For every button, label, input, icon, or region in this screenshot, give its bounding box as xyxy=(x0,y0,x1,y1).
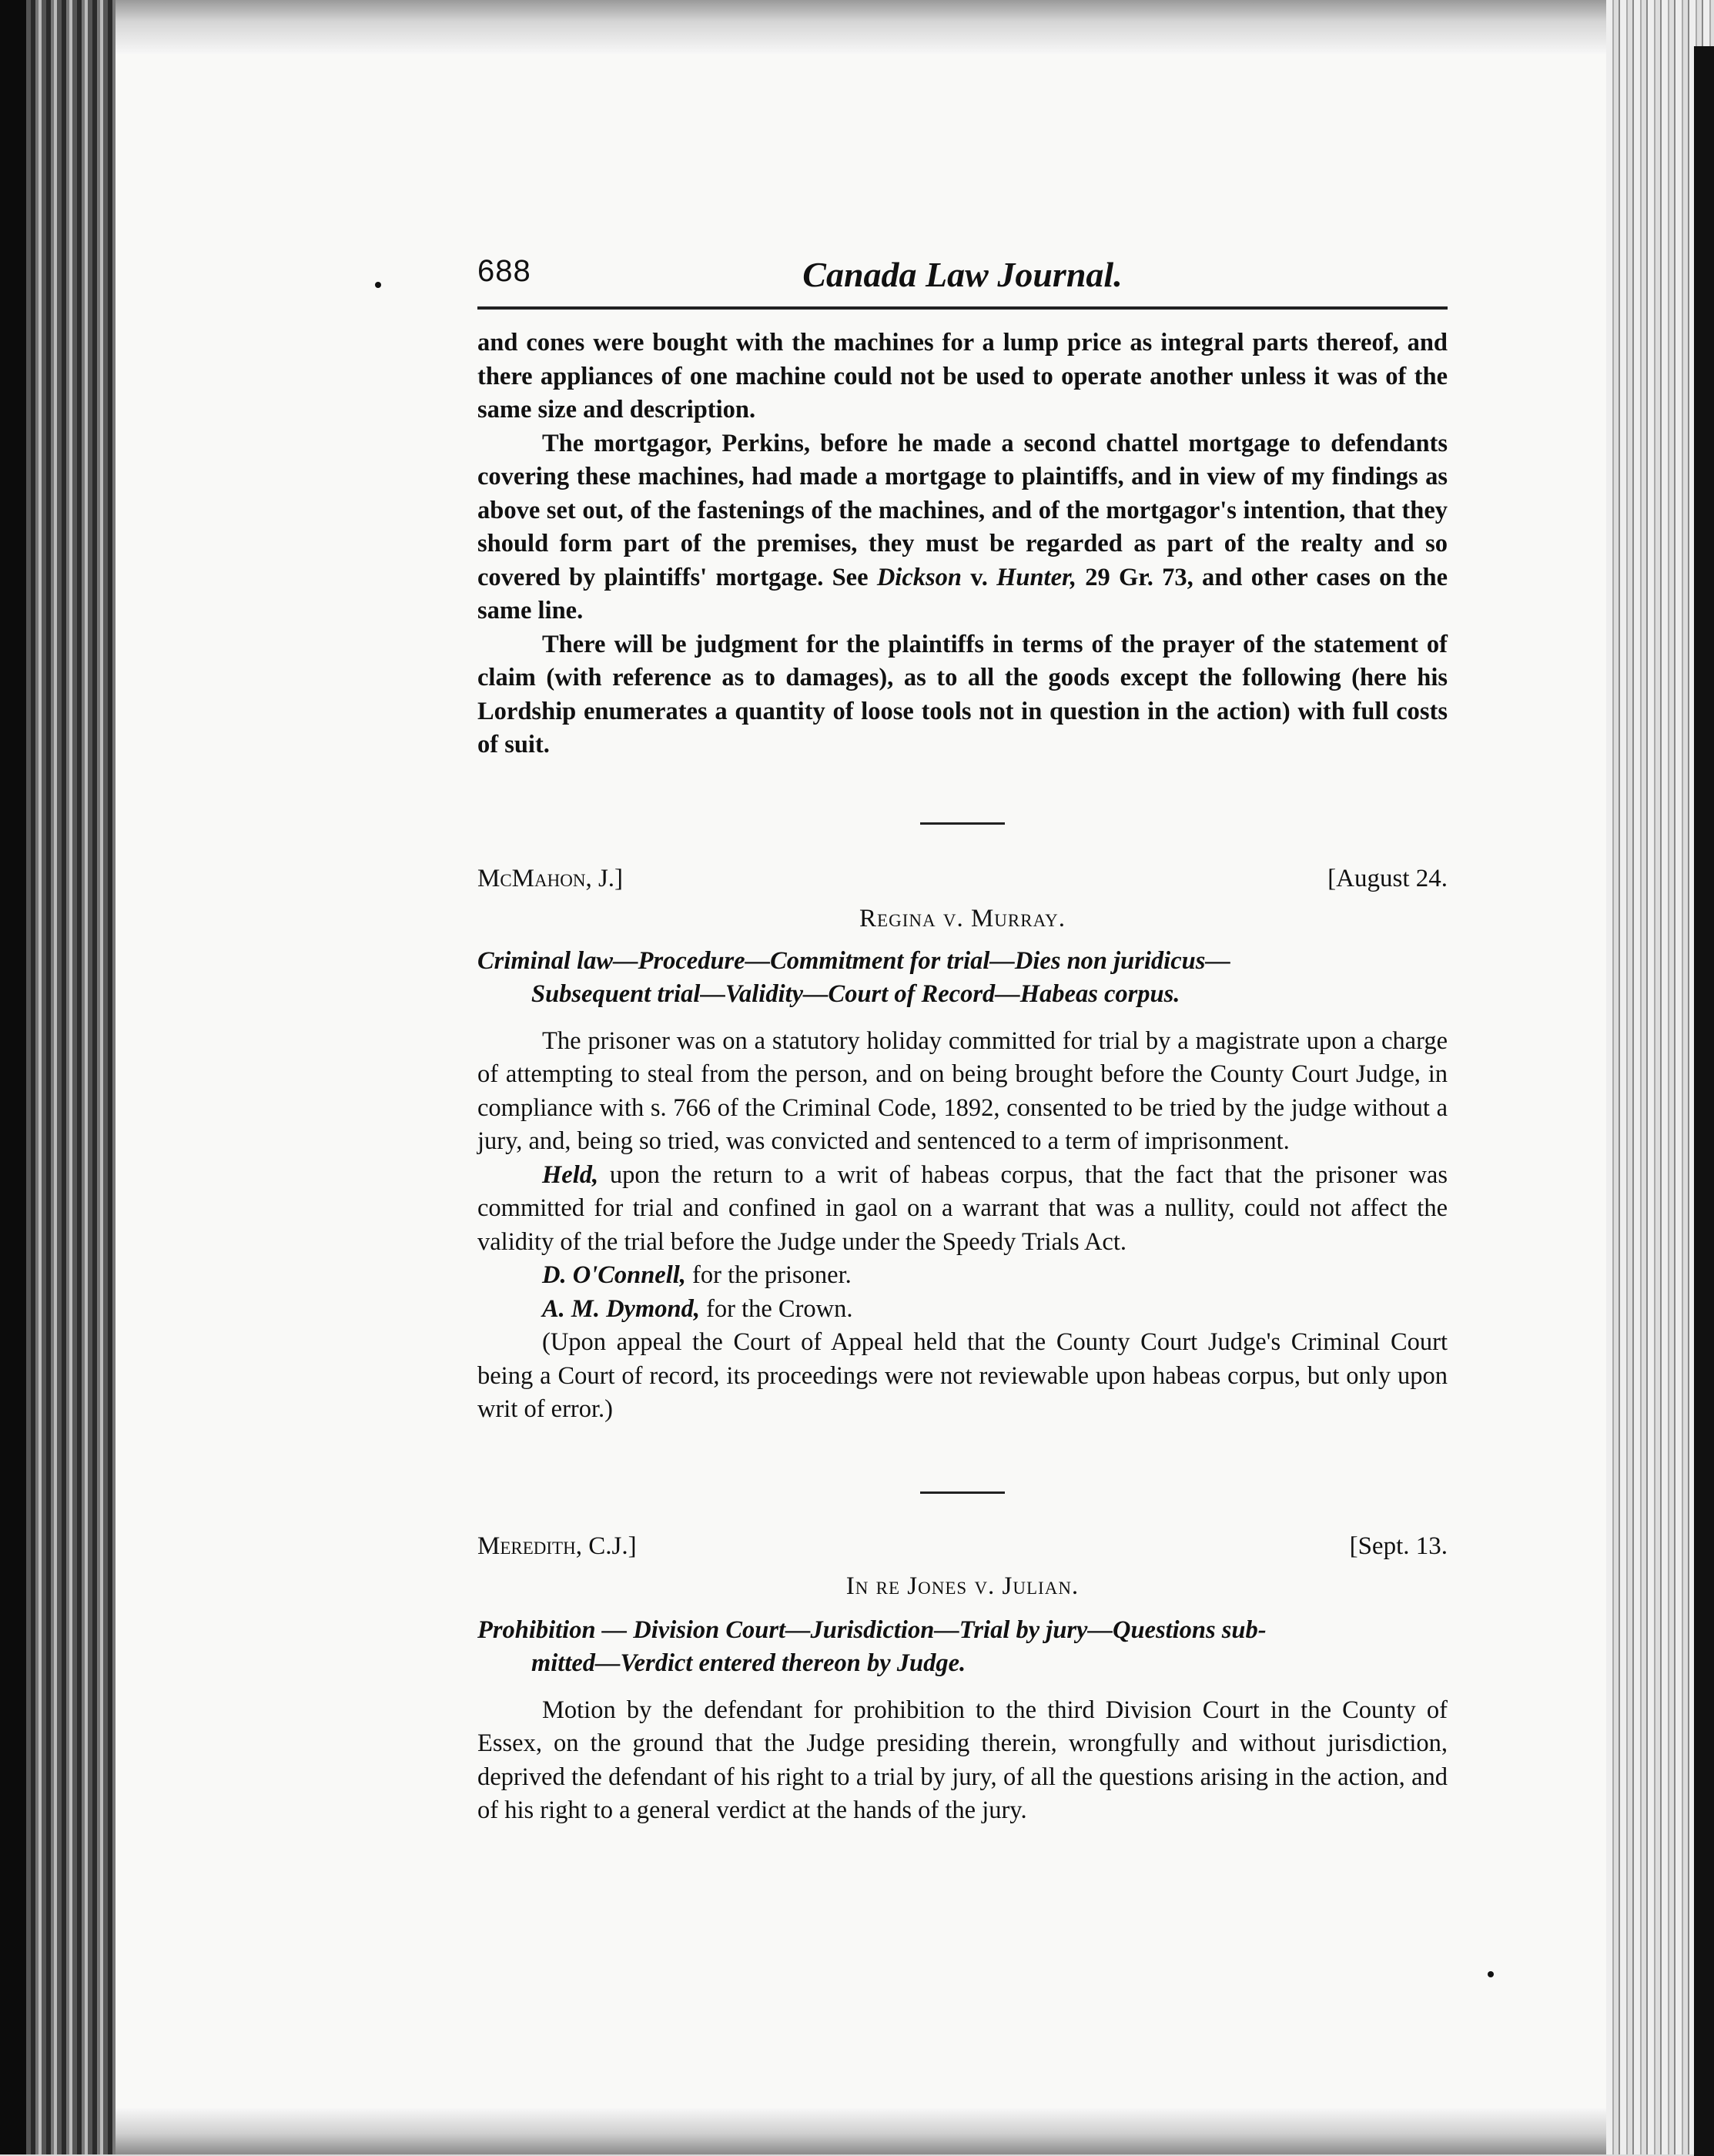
paragraph: and cones were bought with the machines for a lump price as integral parts thereof, and there appliances of one machine could not be used to operate another unless it was of the same size and description. xyxy=(477,329,1448,424)
counsel-role: for the Crown. xyxy=(699,1294,853,1323)
headnote-line: Criminal law—Procedure—Commitment for trial—Dies non juridicus— xyxy=(477,946,1230,975)
case-title: In re Jones v. Julian. xyxy=(845,1572,1080,1600)
case-jones-v-julian xyxy=(477,1532,1448,1828)
headnote-line: Prohibition — Division Court—Jurisdiction—Trial by jury—Questions sub- xyxy=(477,1615,1267,1644)
case-judge-line xyxy=(477,1532,1448,1569)
paragraph: Motion by the defendant for prohibition to the third Division Court in the County of Essex, on the ground that the Judge presiding therein, wrongfully and without jurisdiction, deprived the defendant of his right to a trial by jury, of all the questions arising in the action, and of his right to a general verdict at the hands of the jury. xyxy=(477,1696,1448,1824)
text-run: v. xyxy=(961,563,997,591)
scan-edge-left xyxy=(0,0,26,2154)
scan-edge-right xyxy=(1694,46,1714,2156)
case-citation: Hunter, xyxy=(996,563,1076,591)
page-number: 688 xyxy=(477,254,531,288)
previous-case-continuation xyxy=(477,326,1448,762)
paragraph xyxy=(477,1159,1448,1260)
counsel-line xyxy=(477,1293,1448,1327)
case-headnote xyxy=(477,1614,1448,1680)
counsel-line xyxy=(477,1259,1448,1293)
speck-mark xyxy=(1488,1971,1494,1977)
counsel-name: A. M. Dymond, xyxy=(542,1294,700,1323)
paragraph xyxy=(477,427,1448,628)
counsel-name: D. O'Connell, xyxy=(542,1261,686,1289)
counsel-role: for the prisoner. xyxy=(685,1261,852,1289)
case-body xyxy=(477,1025,1448,1427)
case-body xyxy=(477,1694,1448,1828)
scan-border-bottom xyxy=(115,2108,1606,2154)
case-regina-v-murray xyxy=(477,865,1448,1427)
text-run: The mortgagor, Perkins, before he made a second chattel mortgage to defendants covering these machines, had made a mortgage to plaintiffs, and in view of my findings as above set out, of the fastenings of the machines, and of the mortgagor's intention, that they should form part of the premises, they must be regarded as part of the realty and so covered by plaintiffs' mortgage. See xyxy=(477,429,1448,591)
page-content xyxy=(477,254,1448,1828)
case-citation: Dickson xyxy=(876,563,962,591)
text-run: upon the return to a writ of habeas corpus, that the fact that the prisoner was committed for trial and confined in gaol on a warrant that was a nullity, could not affect the validity of the trial before the Judge under the Speedy Trials Act. xyxy=(477,1160,1448,1256)
judge-name: Meredith, C.J.] xyxy=(477,1532,637,1560)
headnote-line: Subsequent trial—Validity—Court of Record—Habeas corpus. xyxy=(531,979,1180,1008)
paragraph: (Upon appeal the Court of Appeal held that the County Court Judge's Criminal Court being a Court of record, its proceedings were not reviewable upon habeas corpus, but only upon writ of error.) xyxy=(477,1328,1448,1423)
case-date: [Sept. 13. xyxy=(1349,1532,1448,1560)
scan-border-top xyxy=(115,0,1606,54)
speck-mark xyxy=(375,282,381,288)
case-date: [August 24. xyxy=(1327,864,1448,892)
paragraph: There will be judgment for the plaintiffs in terms of the prayer of the statement of claim (with reference as to damages), as to all the goods except the following (here his Lordship enumerates a quantity of loose tools not in question in the action) with full costs of suit. xyxy=(477,630,1448,758)
journal-title: Canada Law Journal. xyxy=(802,255,1123,294)
headnote-line: mitted—Verdict entered thereon by Judge. xyxy=(531,1649,966,1677)
paragraph: The prisoner was on a statutory holiday committed for trial by a magistrate upon a charge of attempting to steal from the person, and on being brought before the County Court Judge, in compliance with s. 766 of the Criminal Code, 1892, consented to be tried by the judge without a jury, and, being so tried, was convicted and sentenced to a term of imprisonment. xyxy=(477,1026,1448,1155)
case-title: Regina v. Murray. xyxy=(859,904,1066,932)
running-header xyxy=(477,254,1448,303)
judge-name: McMahon, J.] xyxy=(477,864,624,892)
case-headnote xyxy=(477,945,1448,1011)
case-judge-line xyxy=(477,865,1448,902)
text-run: 29 Gr. 73, and other cases on the same line. xyxy=(477,563,1448,624)
held-label: Held, xyxy=(542,1160,599,1189)
